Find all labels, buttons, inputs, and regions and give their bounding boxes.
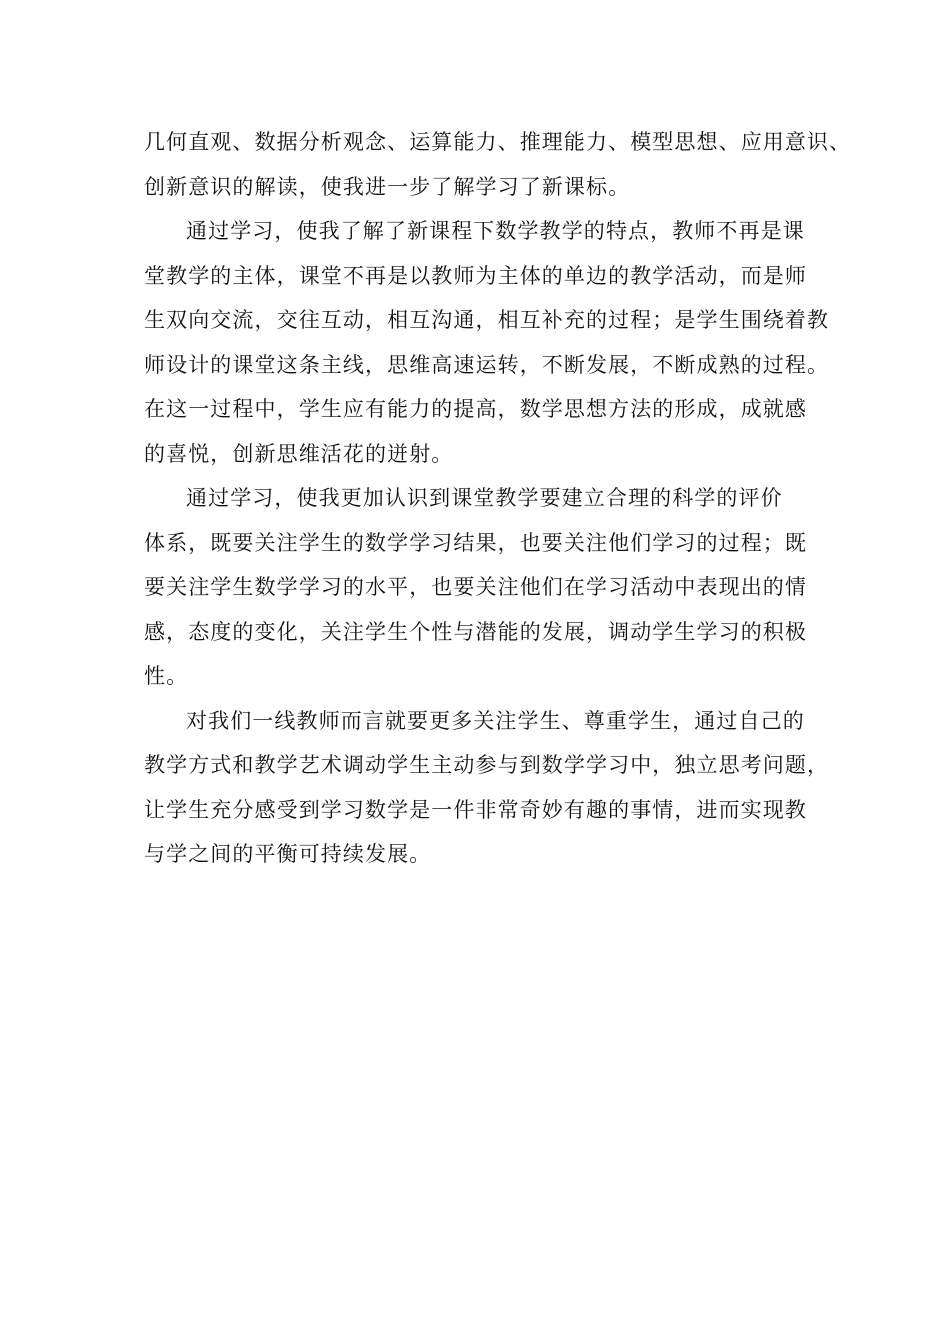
text-line: 师设计的课堂这条主线，思维高速运转，不断发展，不断成熟的过程。 bbox=[144, 352, 830, 377]
text-line: 教学方式和教学艺术调动学生主动参与到数学学习中，独立思考问题， bbox=[144, 753, 830, 777]
text-line: 要关注学生数学学习的水平，也要关注他们在学习活动中表现出的情 bbox=[144, 575, 807, 599]
text-line: 几何直观、数据分析观念、运算能力、推理能力、模型思想、应用意识、 bbox=[144, 130, 852, 154]
text-line: 与学之间的平衡可持续发展。 bbox=[144, 842, 432, 866]
paragraph-start-line: 通过学习，使我了解了新课程下数学教学的特点，教师不再是课 bbox=[186, 219, 805, 243]
paragraph-start-line: 通过学习，使我更加认识到课堂教学要建立合理的科学的评价 bbox=[186, 486, 783, 510]
text-line: 生双向交流，交往互动，相互沟通，相互补充的过程；是学生围绕着教 bbox=[144, 308, 830, 332]
document-body bbox=[144, 120, 852, 877]
text-line: 堂教学的主体，课堂不再是以教师为主体的单边的教学活动，而是师 bbox=[144, 263, 807, 288]
text-line: 感，态度的变化，关注学生个性与潜能的发展，调动学生学习的积极 bbox=[144, 619, 807, 644]
text-line: 在这一过程中，学生应有能力的提高，数学思想方法的形成，成就感 bbox=[144, 397, 807, 421]
text-line: 性。 bbox=[144, 664, 189, 688]
text-line: 创新意识的解读，使我进一步了解学习了新课标。 bbox=[144, 174, 631, 199]
text-line: 让学生充分感受到学习数学是一件非常奇妙有趣的事情，进而实现教 bbox=[144, 797, 807, 822]
text-line: 体系，既要关注学生的数学学习结果，也要关注他们学习的过程；既 bbox=[144, 530, 807, 555]
paragraph-start-line: 对我们一线教师而言就要更多关注学生、尊重学生，通过自己的 bbox=[186, 708, 805, 733]
text-line: 的喜悦，创新思维活花的迸射。 bbox=[144, 441, 454, 466]
